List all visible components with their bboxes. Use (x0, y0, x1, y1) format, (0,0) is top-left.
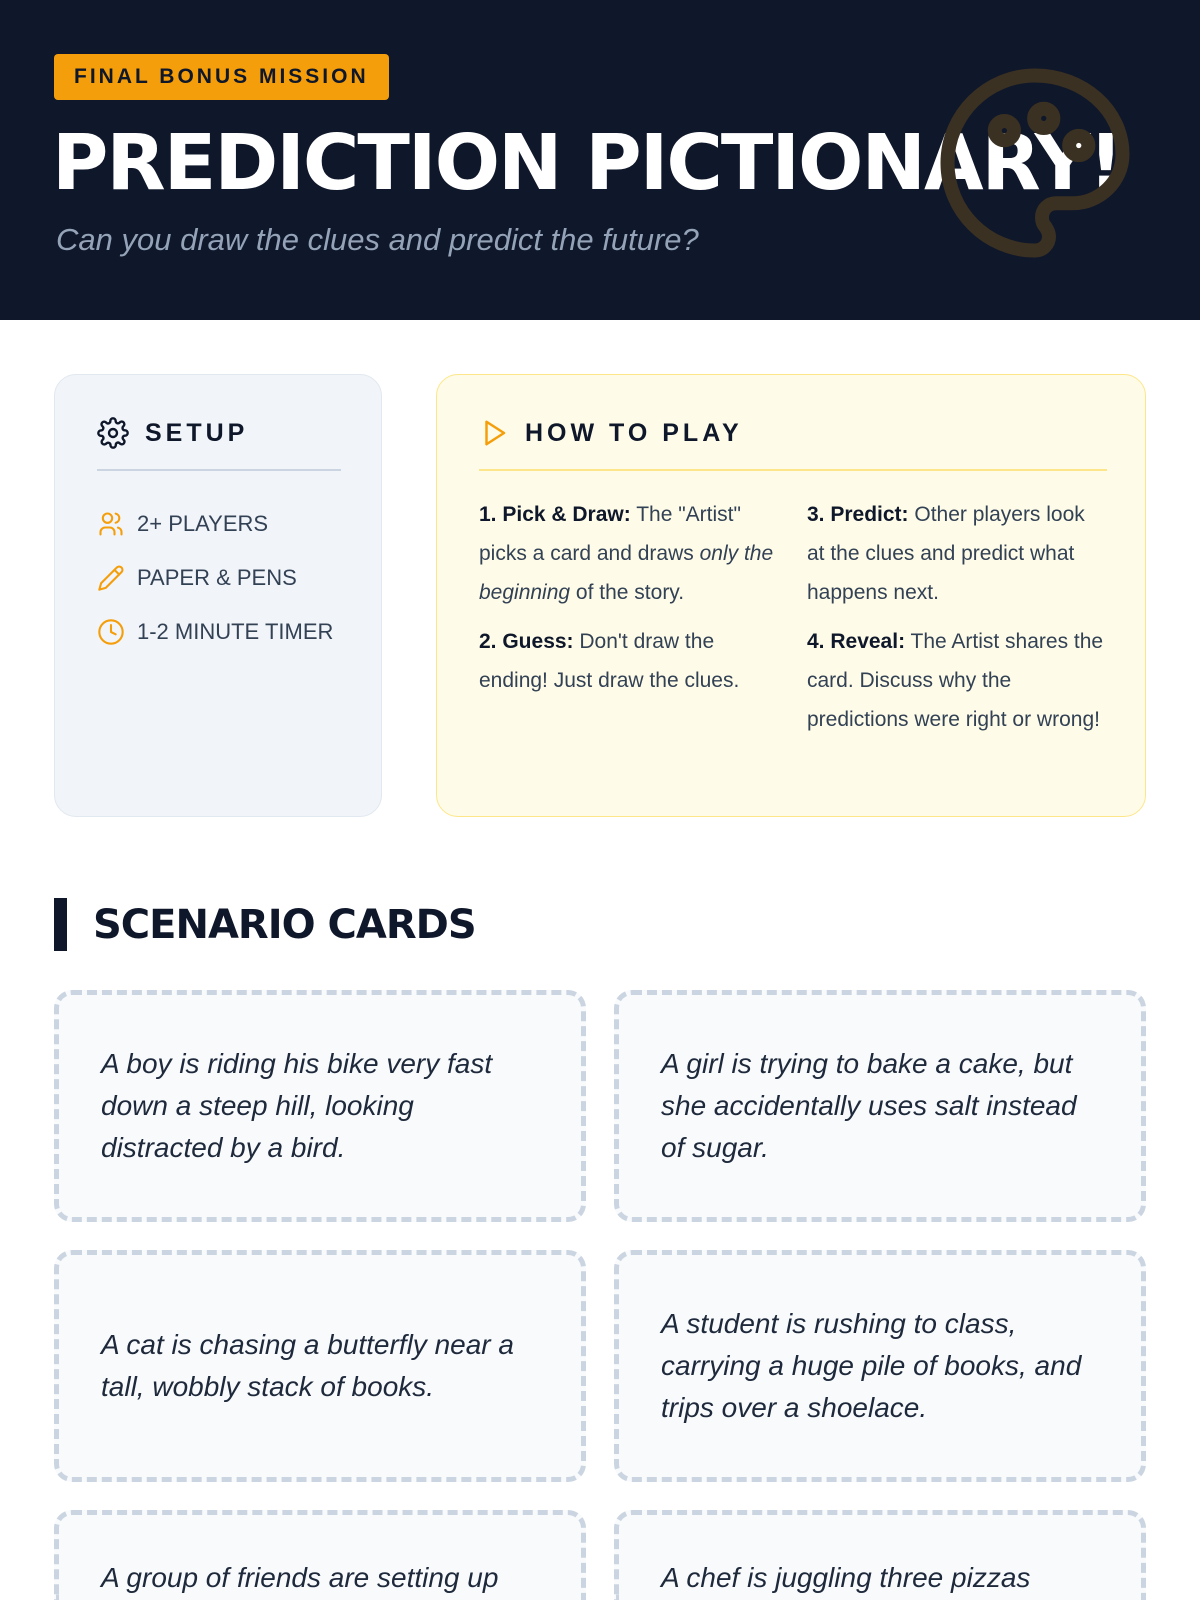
setup-heading-label: SETUP (145, 418, 249, 447)
setup-item-label: 2+ PLAYERS (137, 511, 269, 536)
scenario-card (614, 1250, 1146, 1482)
step-title: 4. Reveal: (807, 630, 906, 653)
scenario-text: A girl is trying to bake a cake, but she accidentally uses salt instead of sugar. (661, 1048, 1077, 1163)
how-to-play-card (436, 374, 1146, 817)
step-text: Other players look at the clues and predict what happens next. (807, 503, 1085, 604)
pencil-icon (97, 564, 125, 592)
setup-card (54, 374, 382, 817)
step-reveal (807, 622, 1107, 739)
step-text: Don't draw the ending! Just draw the clues. (479, 630, 740, 692)
setup-item-supplies (97, 551, 333, 605)
palette-icon (930, 58, 1140, 268)
how-to-play-heading-label: HOW TO PLAY (525, 418, 743, 447)
step-title: 2. Guess: (479, 630, 574, 653)
mission-badge: FINAL BONUS MISSION (54, 54, 389, 100)
scenario-text: A cat is chasing a butterfly near a tall, wobbly stack of books. (101, 1329, 514, 1402)
step-title: 3. Predict: (807, 503, 909, 526)
header-banner (0, 0, 1200, 320)
scenario-text: A boy is riding his bike very fast down a steep hill, looking distracted by a bird. (101, 1048, 493, 1163)
step-predict (807, 495, 1107, 612)
step-title: 1. Pick & Draw: (479, 503, 631, 526)
scenario-card (54, 1510, 586, 1600)
step-text: of the story. (570, 581, 685, 604)
scenario-section-title: SCENARIO CARDS (93, 901, 476, 948)
scenario-card (614, 1510, 1146, 1600)
scenario-section-heading (54, 898, 476, 951)
page-subtitle: Can you draw the clues and predict the future? (56, 222, 699, 257)
setup-item-players (97, 497, 333, 551)
step-guess (479, 622, 779, 739)
setup-heading (97, 417, 248, 449)
step-emphasis: only the beginning (479, 542, 774, 604)
setup-list (97, 497, 333, 659)
setup-item-label: PAPER & PENS (137, 565, 297, 590)
scenario-text: A chef is juggling three pizzas (661, 1562, 1031, 1593)
gear-icon (97, 417, 129, 449)
page-title: PREDICTION PICTIONARY! (52, 119, 1122, 208)
how-to-play-divider (479, 469, 1107, 471)
scenario-text: A group of friends are setting up (101, 1562, 499, 1593)
setup-item-timer (97, 605, 333, 659)
clock-icon (97, 618, 125, 646)
step-text: The "Artist" picks a card and draws (479, 503, 741, 565)
setup-item-label: 1-2 MINUTE TIMER (137, 619, 334, 644)
scenario-card (614, 990, 1146, 1222)
scenario-card (54, 1250, 586, 1482)
how-to-play-heading (479, 417, 743, 449)
scenario-card (54, 990, 586, 1222)
step-pick-draw (479, 495, 779, 612)
users-icon (97, 510, 125, 538)
step-text: The Artist shares the card. Discuss why the predictions were right or wrong! (807, 630, 1104, 731)
scenario-text: A student is rushing to class, carrying a huge pile of books, and trips over a shoelace. (661, 1308, 1082, 1423)
steps-grid (479, 495, 1109, 739)
setup-divider (97, 469, 341, 471)
play-icon (479, 417, 509, 449)
heading-accent-bar (54, 898, 67, 951)
